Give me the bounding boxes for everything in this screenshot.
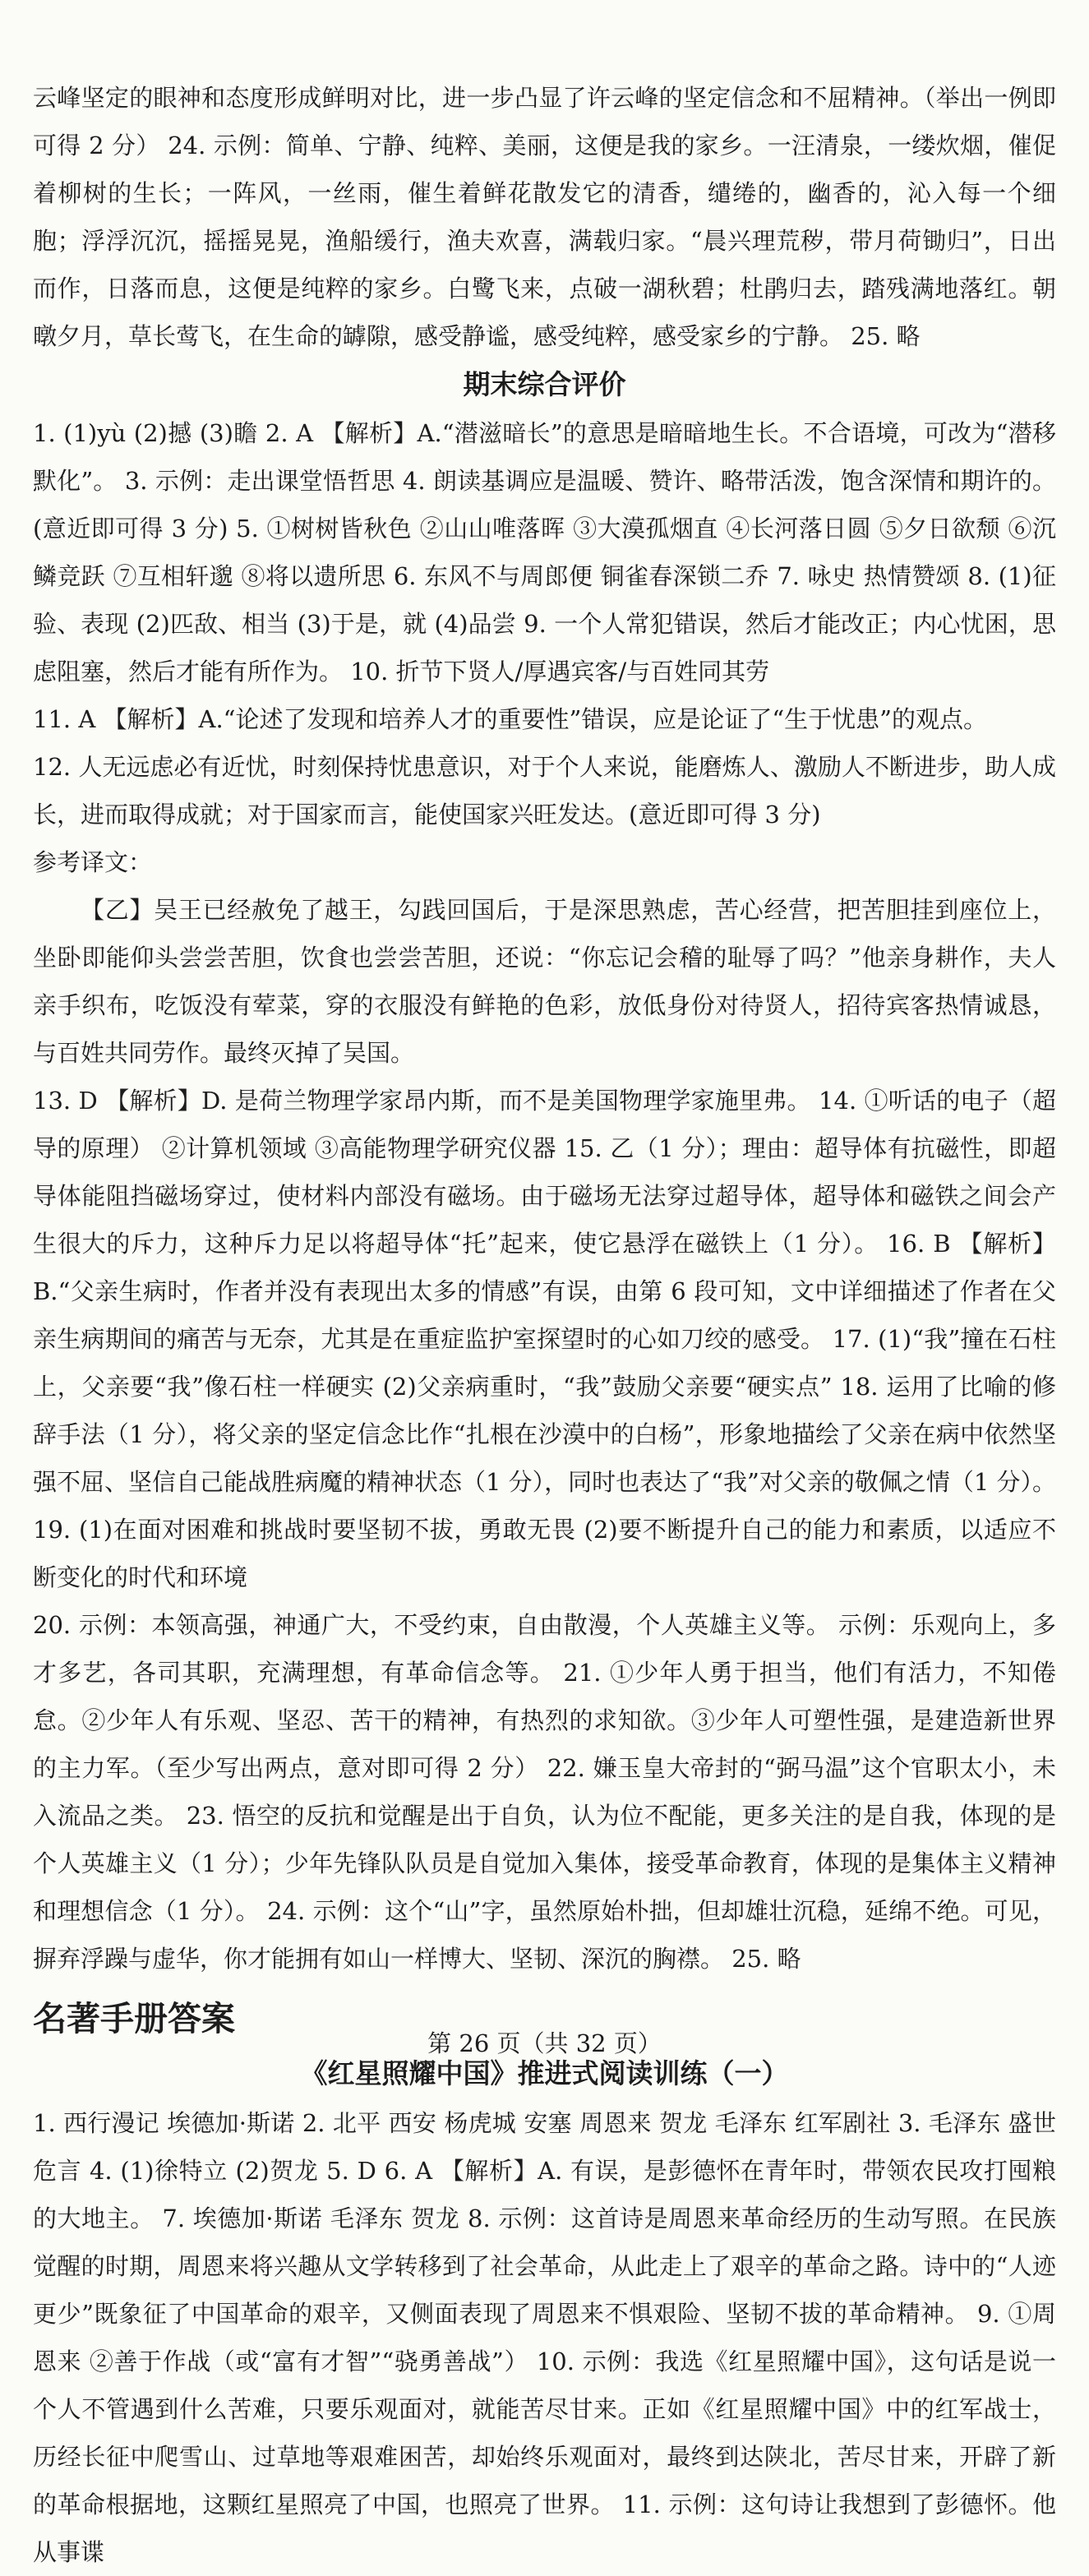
translation-text: 【乙】吴王已经赦免了越王，勾践回国后，于是深思熟虑，苦心经营，把苦胆挂到座位上，坐卧即能仰头尝尝苦胆，饮食也尝尝苦胆，还说：“你忘记会稽的耻辱了吗？”他亲身耕作，夫人亲手织布，吃饭没有荤菜，穿的衣服没有鲜艳的色彩，放低身份对待贤人，招待宾客热情诚恳，与百姓共同劳作。最终灭掉了吴国。 [33,896,1056,1067]
translation-label: 参考译文： [33,848,153,876]
final-answer-11: 11. A 【解析】A.“论述了发现和培养人才的重要性”错误，应是论证了“生于忧患”的观点。 [33,705,987,733]
final-review-heading: 期末综合评价 [463,368,626,400]
page-footer: 第 26 页（共 32 页） [427,2029,662,2057]
final-answers-13-19: 13. D 【解析】D. 是荷兰物理学家昂内斯，而不是美国物理学家施里弗。 14. ①听话的电子（超导的原理） ②计算机领域 ③高能物理学研究仪器 15. 乙（1 分）；理由：超导体有抗磁性，即超导体能阻挡磁场穿过，使材料内部没有磁场。由于磁场无法穿过超导体，超导体和磁铁之间会产生很大的斥力，这种斥力足以将超导体“托”起来，使它悬浮在磁铁上（1 分）。 16. B 【解析】B.“父亲生病时，作者并没有表现出太多的情感”有误，由第 6 段可知，文中详细描述了作者在父亲生病期间的痛苦与无奈，尤其是在重症监护室探望时的心如刀绞的感受。 17. (1)“我”撞在石柱上，父亲要“我”像石柱一样硬实 (2)父亲病重时，“我”鼓励父亲要“硬实点” 18. 运用了比喻的修辞手法（1 分），将父亲的坚定信念比作“扎根在沙漠中的白杨”，形象地描绘了父亲在病中依然坚强不屈、坚信自己能战胜病魔的精神状态（1 分），同时也表达了“我”对父亲的敬佩之情（1 分）。 19. (1)在面对困难和挑战时要坚韧不拔，勇敢无畏 (2)要不断提升自己的能力和素质，以适应不断变化的时代和环境 [33,1087,1056,1591]
classics-handbook-heading: 名著手册答案 [33,1999,235,2038]
red-star-answers: 1. 西行漫记 埃德加·斯诺 2. 北平 西安 杨虎城 安塞 周恩来 贺龙 毛泽东 红军剧社 3. 毛泽东 盛世危言 4. (1)徐特立 (2)贺龙 5. D 6. A 【解析】A. 有误，是彭德怀在青年时，带领农民攻打囤粮的大地主。 7. 埃德加·斯诺 毛泽东 贺龙 8. 示例：这首诗是周恩来革命经历的生动写照。在民族觉醒的时期，周恩来将兴趣从文学转移到了社会革命，从此走上了艰辛的革命之路。诗中的“人迹更少”既象征了中国革命的艰辛，又侧面表现了周恩来不惧艰险、坚韧不拔的革命精神。 9. ①周恩来 ②善于作战（或“富有才智”“骁勇善战”） 10. 示例：我选《红星照耀中国》，这句话是说一个人不管遇到什么苦难，只要乐观面对，就能苦尽甘来。正如《红星照耀中国》中的红军战士，历经长征中爬雪山、过草地等艰难困苦，却始终乐观面对，最终到达陕北，苦尽甘来，开辟了新的革命根据地，这颗红星照亮了中国，也照亮了世界。 11. 示例：这句诗让我想到了彭德怀。他从事谍 [33,2109,1056,2566]
final-answers-1-10: 1. (1)yù (2)撼 (3)瞻 2. A 【解析】A.“潜滋暗长”的意思是暗暗地生长。不合语境，可改为“潜移默化”。 3. 示例：走出课堂悟哲思 4. 朗读基调应是温暖、赞许、略带活泼，饱含深情和期许的。(意近即可得 3 分) 5. ①树树皆秋色 ②山山唯落晖 ③大漠孤烟直 ④长河落日圆 ⑤夕日欲颓 ⑥沉鳞竞跃 ⑦互相轩邈 ⑧将以遗所思 6. 东风不与周郎便 铜雀春深锁二乔 7. 咏史 热情赞颂 8. (1)征验、表现 (2)匹敌、相当 (3)于是，就 (4)品尝 9. 一个人常犯错误，然后才能改正；内心忧困，思虑阻塞，然后才能有所作为。 10. 折节下贤人/厚遇宾客/与百姓同其劳 [33,419,1056,686]
final-answers-20-25: 20. 示例：本领高强，神通广大，不受约束，自由散漫，个人英雄主义等。 示例：乐观向上，多才多艺，各司其职，充满理想，有革命信念等。 21. ①少年人勇于担当，他们有活力，不知倦怠。②少年人有乐观、坚忍、苦干的精神，有热烈的求知欲。③少年人可塑性强，是建造新世界的主力军。（至少写出两点，意对即可得 2 分） 22. 嫌玉皇大帝封的“弼马温”这个官职太小，未入流品之类。 23. 悟空的反抗和觉醒是出于自负，认为位不配能，更多关注的是自我，体现的是个人英雄主义（1 分）；少年先锋队队员是自觉加入集体，接受革命教育，体现的是集体主义精神和理想信念（1 分）。 24. 示例：这个“山”字，虽然原始朴拙，但却雄壮沉稳，延绵不绝。可见，摒弃浮躁与虚华，你才能拥有如山一样博大、坚韧、深沉的胸襟。 25. 略 [33,1611,1056,1973]
final-answer-12: 12. 人无远虑必有近忧，时刻保持忧患意识，对于个人来说，能磨炼人、激励人不断进步，助人成长，进而取得成就；对于国家而言，能使国家兴旺发达。(意近即可得 3 分) [33,753,1056,829]
red-star-training-heading: 《红星照耀中国》推进式阅读训练（一） [300,2057,789,2089]
answer-page [33,74,1056,2576]
intro-paragraph: 云峰坚定的眼神和态度形成鲜明对比，进一步凸显了许云峰的坚定信念和不屈精神。（举出一例即可得 2 分） 24. 示例：简单、宁静、纯粹、美丽，这便是我的家乡。一汪清泉，一缕炊烟，催促着柳树的生长；一阵风，一丝雨，催生着鲜花散发它的清香，缱绻的，幽香的，沁入每一个细胞；浮浮沉沉，摇摇晃晃，渔船缓行，渔夫欢喜，满载归家。“晨兴理荒秽，带月荷锄归”，日出而作，日落而息，这便是纯粹的家乡。白鹭飞来，点破一湖秋碧；杜鹃归去，踏残满地落红。朝暾夕月，草长莺飞，在生命的罅隙，感受静谧，感受纯粹，感受家乡的宁静。 25. 略 [33,84,1056,350]
